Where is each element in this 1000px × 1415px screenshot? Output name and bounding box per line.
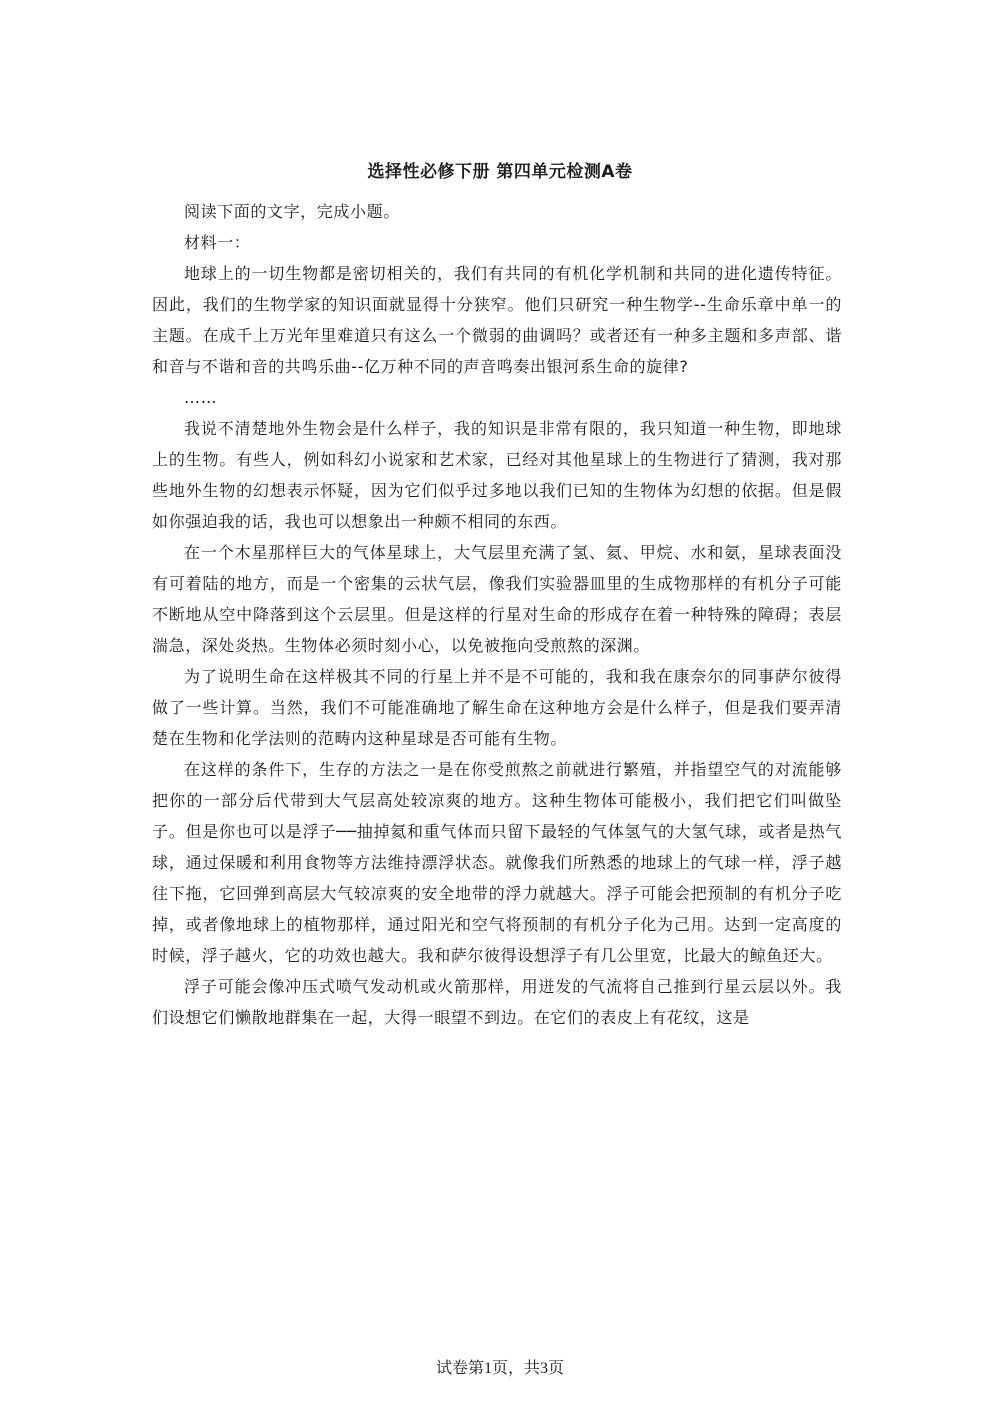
body-paragraph: 我说不清楚地外生物会是什么样子，我的知识是非常有限的，我只知道一种生物，即地球上的生物。有些人，例如科幻小说家和艺术家，已经对其他星球上的生物进行了猜测，我对那些地外生物的幻想表示怀疑，因为它们似乎过多地以我们已知的生物体为幻想的依据。但是假如你强迫我的话，我也可以想象出一种颇不相同的东西。: [152, 419, 842, 531]
body-paragraph: 在这样的条件下，生存的方法之一是在你受煎熬之前就进行繁殖，并指望空气的对流能够把你的一部分后代带到大气层高处较凉爽的地方。这种生物体可能极小，我们把它们叫做坠子。但是你也可以是浮子──抽掉氦和重气体而只留下最轻的气体氢气的大氢气球，或者是热气球，通过保暖和利用食物等方法维持漂浮状态。就像我们所熟悉的地球上的气球一样，浮子越往下拖，它回弹到高层大气较凉爽的安全地带的浮力就越大。浮子可能会把预制的有机分子吃掉，或者像地球上的植物那样，通过阳光和空气将预制的有机分子化为己用。达到一定高度的时候，浮子越火，它的功效也越大。我和萨尔彼得设想浮子有几公里宽，比最大的鲸鱼还大。: [152, 760, 842, 965]
body-paragraph: 浮子可能会像冲压式喷气发动机或火箭那样，用迸发的气流将自己推到行星云层以外。我们设想它们懒散地群集在一起，大得一眼望不到边。在它们的表皮上有花纹，这是: [152, 977, 842, 1027]
document-title: 选择性必修下册 第四单元检测A卷: [367, 162, 633, 182]
ellipsis-paragraph: ……: [184, 388, 218, 407]
page-footer: 试卷第1页，共3页: [435, 1360, 564, 1377]
body-paragraph: 地球上的一切生物都是密切相关的，我们有共同的有机化学机制和共同的进化遗传特征。因此，我们的生物学家的知识面就显得十分狭窄。他们只研究一种生物学--生命乐章中单一的主题。在成千上万光年里难道只有这么一个微弱的曲调吗？或者还有一种多主题和多声部、谐和音与不谐和音的共鸣乐曲--亿万种不同的声音鸣奏出银河系生命的旋律?: [152, 264, 842, 376]
document-body: [152, 196, 842, 1033]
instruction-paragraph: 阅读下面的文字，完成小题。: [184, 202, 400, 221]
material-heading: 材料一：: [184, 233, 251, 252]
body-paragraph: 为了说明生命在这样极其不同的行星上并不是不可能的，我和我在康奈尔的同事萨尔彼得做了一些计算。当然，我们不可能准确地了解生命在这种地方会是什么样子，但是我们要弄清楚在生物和化学法则的范畴内这种星球是否可能有生物。: [152, 667, 842, 748]
body-paragraph: 在一个木星那样巨大的气体星球上，大气层里充满了氢、氦、甲烷、水和氨，星球表面没有可着陆的地方，而是一个密集的云状气层，像我们实验器皿里的生成物那样的有机分子可能不断地从空中降落到这个云层里。但是这样的行星对生命的形成存在着一种特殊的障碍；表层湍急，深处炎热。生物体必须时刻小心，以免被拖向受煎熬的深渊。: [152, 543, 842, 655]
